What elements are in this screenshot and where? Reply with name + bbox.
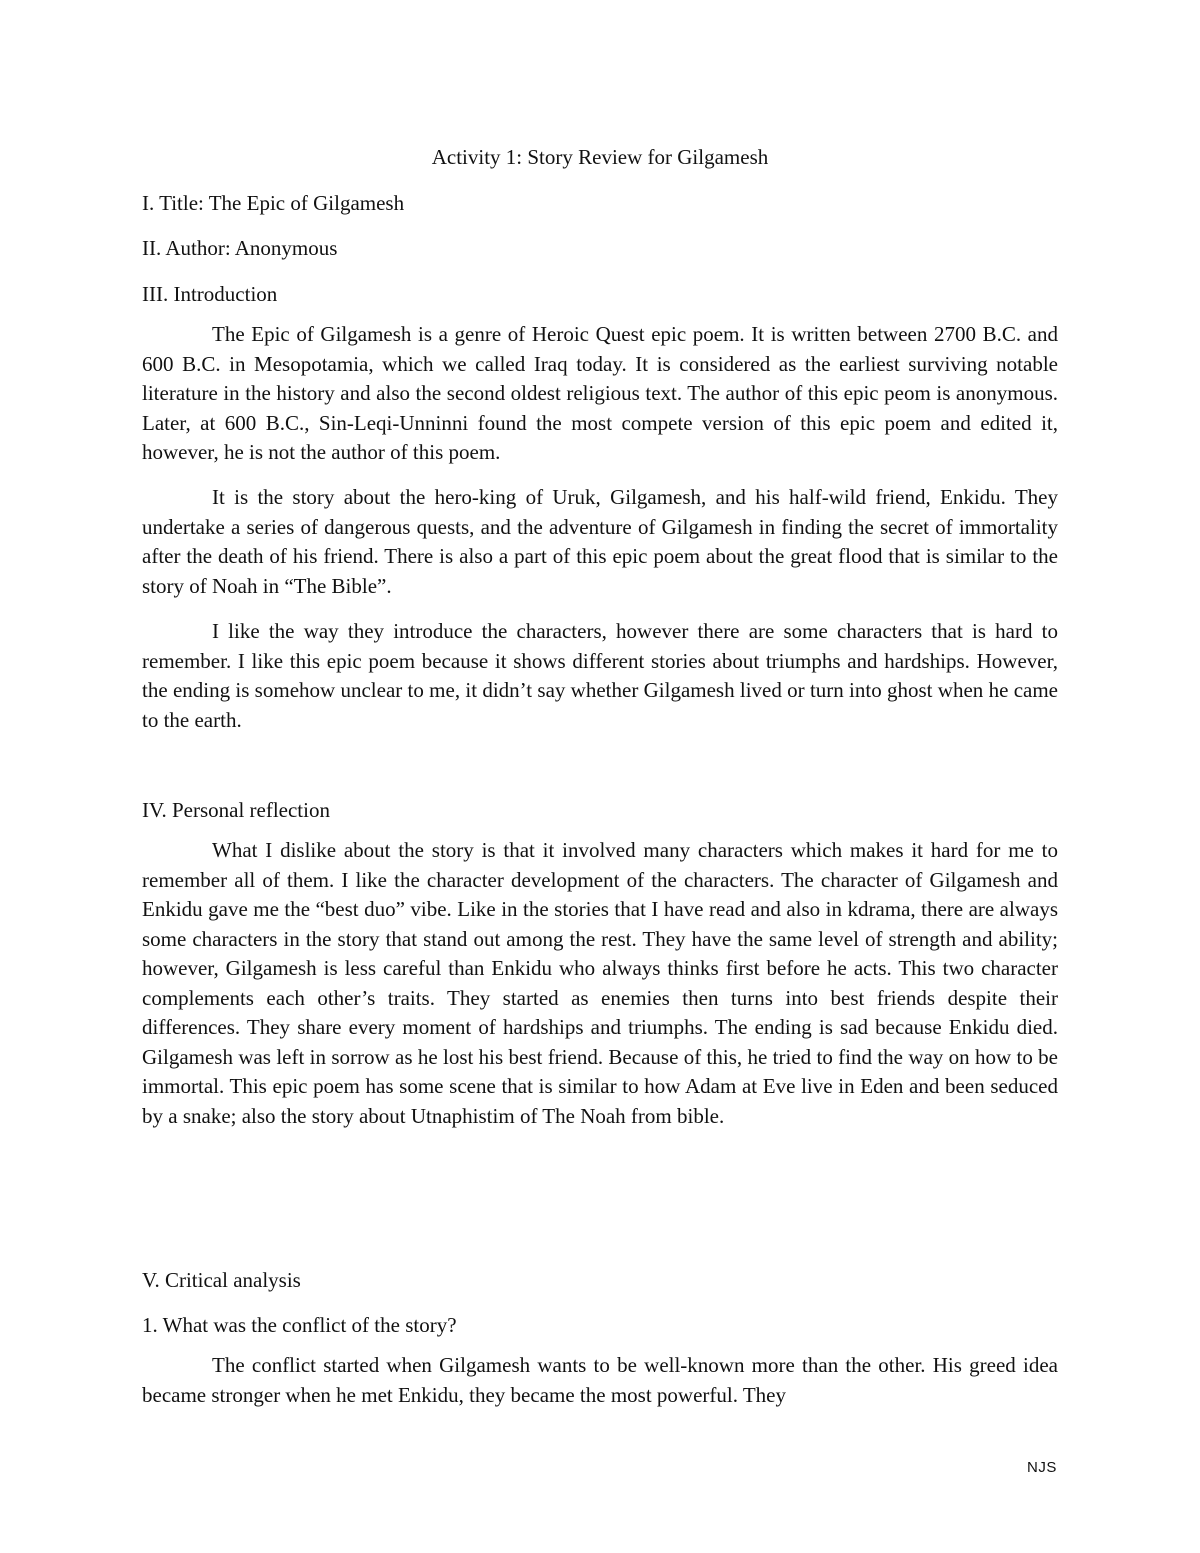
intro-paragraph-1: The Epic of Gilgamesh is a genre of Heroic Quest epic poem. It is written between 2700 B.C. and 600 B.C. in Mesopotamia, which we called Iraq today. It is considered as the earliest surviving notable literature in the history and also the second oldest religious text. The author of this epic peom is anonymous. Later, at 600 B.C., Sin-Leqi-Unninni found the most compete version of this epic poem and edited it, however, he is not the author of this poem.	[142, 322, 1058, 464]
footer-initials: NJS	[1027, 1459, 1057, 1476]
critical-analysis-heading: V. Critical analysis	[142, 1268, 301, 1292]
title-heading: I. Title: The Epic of Gilgamesh	[142, 191, 405, 215]
intro-paragraph-3: I like the way they introduce the characters, however there are some characters that is hard to remember. I like this epic poem because it shows different stories about triumphs and hardships. However, the ending is somehow unclear to me, it didn’t say whether Gilgamesh lived or turn into ghost when he came to the earth.	[142, 619, 1058, 732]
intro-paragraph-2: It is the story about the hero-king of Uruk, Gilgamesh, and his half-wild friend, Enkidu. They undertake a series of dangerous quests, and the adventure of Gilgamesh in finding the secret of immortality after the death of his friend. There is also a part of this epic poem about the great flood that is similar to the story of Noah in “The Bible”.	[142, 485, 1058, 598]
document-title: Activity 1: Story Review for Gilgamesh	[431, 145, 769, 169]
conflict-paragraph: The conflict started when Gilgamesh wants to be well-known more than the other. His greed idea became stronger when he met Enkidu, they became the most powerful. They	[142, 1353, 1058, 1407]
author-heading: II. Author: Anonymous	[142, 236, 338, 260]
introduction-heading: III. Introduction	[142, 282, 278, 306]
reflection-paragraph: What I dislike about the story is that it involved many characters which makes it hard for me to remember all of them. I like the character development of the characters. The character of Gilgamesh and Enkidu gave me the “best duo” vibe. Like in the stories that I have read and also in kdrama, there are always some characters in the story that stand out among the rest. They have the same level of strength and ability; however, Gilgamesh is less careful than Enkidu who always thinks first before he acts. This two character complements each other’s traits. They started as enemies then turns into best friends despite their differences. They share every moment of hardships and triumphs. The ending is sad because Enkidu died. Gilgamesh was left in sorrow as he lost his best friend. Because of this, he tried to find the way on how to be immortal. This epic poem has some scene that is similar to how Adam at Eve live in Eden and been seduced by a snake; also the story about Utnaphistim of The Noah from bible.	[142, 838, 1058, 1128]
personal-reflection-heading: IV. Personal reflection	[142, 798, 330, 822]
question-1-heading: 1. What was the conflict of the story?	[142, 1313, 457, 1337]
